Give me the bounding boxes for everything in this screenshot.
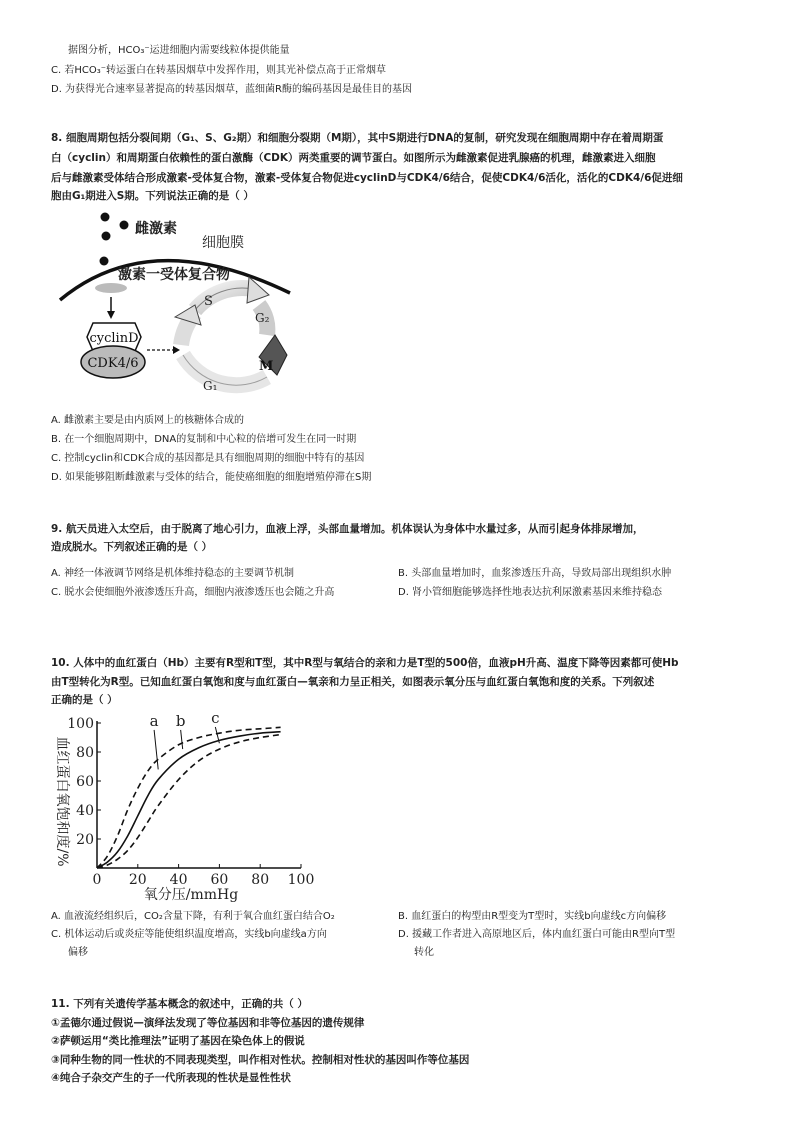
q10-option-d: D. 援藏工作者进入高原地区后，体内血红蛋白可能由R型向T型 — [398, 929, 676, 940]
q10-option-a: A. 血液流经组织后，CO₂含量下降，有利于氧合血红蛋白结合O₂ — [51, 911, 335, 922]
q10-option-d-cont: 转化 — [414, 947, 434, 958]
x-tick-label: 0 — [92, 872, 102, 888]
q11-item-2: ②萨顿运用“类比推理法”证明了基因在染色体上的假说 — [51, 1035, 305, 1047]
series-b-leader — [181, 730, 183, 749]
estrogen-dot — [120, 221, 129, 230]
q10-option-c: C. 机体运动后或炎症等能使组织温度增高，实线b向虚线a方向 — [51, 929, 327, 940]
series-b-label: b — [175, 711, 186, 730]
prev-option-b-tail: 据图分析，HCO₃⁻运进细胞内需要线粒体提供能量 — [68, 45, 290, 56]
q9-option-c: C. 脱水会使细胞外液渗透压升高，细胞内液渗透压也会随之升高 — [51, 587, 335, 598]
phase-g1-label: G₁ — [203, 379, 218, 393]
x-tick-label: 40 — [169, 872, 188, 888]
q9-stem-line1: 9. 航天员进入太空后，由于脱离了地心引力，血液上浮，头部血量增加。机体误认为身体中水量过多，从而引起身体排尿增加， — [51, 523, 644, 535]
x-axis-label: 氧分压/mmHg — [143, 887, 239, 903]
q9-option-a: A. 神经一体液调节网络是机体维持稳态的主要调节机制 — [51, 568, 295, 579]
prev-option-c: C. 若HCO₃⁻转运蛋白在转基因烟草中发挥作用，则其光补偿点高于正常烟草 — [51, 65, 386, 76]
q8-option-d: D. 如果能够阻断雌激素与受体的结合，能使癌细胞的细胞增殖停滞在S期 — [51, 472, 372, 483]
phase-s-label: S — [204, 294, 213, 309]
estrogen-dot — [100, 257, 109, 266]
membrane-label: 细胞膜 — [202, 235, 244, 251]
q10-stem-line3: 正确的是（ ） — [51, 694, 118, 706]
x-tick-label: 60 — [210, 872, 229, 888]
series-a-line — [97, 727, 281, 868]
q10-stem-line2: 由T型转化为R型。已知血红蛋白氧饱和度与血红蛋白—氧亲和力呈正相关，如图表示氧分压与血红蛋白氧饱和度的关系。下列叙述 — [51, 676, 655, 688]
y-tick-label: 80 — [76, 745, 94, 761]
series-c-line — [97, 735, 281, 868]
q8-stem-line1: 8. 细胞周期包括分裂间期（G₁、S、G₂期）和细胞分裂期（M期），其中S期进行DNA的复制，研究发现在细胞周期中存在着周期蛋 — [51, 132, 664, 144]
estrogen-dot — [101, 213, 110, 222]
y-tick-label: 40 — [76, 803, 94, 819]
complex-label: 激素一受体复合物 — [118, 267, 230, 283]
q9-option-d: D. 肾小管细胞能够选择性地表达抗利尿激素基因来维持稳态 — [398, 587, 663, 598]
series-a-label: a — [149, 711, 159, 730]
q11-item-4: ④纯合子杂交产生的子一代所表现的性状是显性性状 — [51, 1072, 291, 1084]
phase-m-label: M — [259, 359, 274, 374]
x-tick-label: 20 — [128, 872, 147, 888]
cell-cycle-diagram — [55, 205, 315, 405]
receptor-shape — [95, 283, 127, 293]
phase-g2-label: G₂ — [255, 311, 270, 325]
y-tick-label: 20 — [76, 832, 94, 848]
series-b-line — [97, 732, 281, 868]
y-tick-label: 60 — [76, 774, 94, 790]
x-tick-label: 100 — [287, 872, 315, 888]
q8-option-b: B. 在一个细胞周期中，DNA的复制和中心粒的倍增可发生在同一时期 — [51, 434, 357, 445]
q11-item-1: ①孟德尔通过假说—演绎法发现了等位基因和非等位基因的遗传规律 — [51, 1017, 365, 1029]
q8-stem-line4: 胞由G₁期进入S期。下列说法正确的是（ ） — [51, 190, 254, 202]
oxygen-saturation-chart — [50, 708, 315, 903]
q11-stem: 11. 下列有关遗传学基本概念的叙述中，正确的共（ ） — [51, 998, 308, 1010]
q8-stem-line3: 后与雌激素受体结合形成激素-受体复合物，激素-受体复合物促进cyclinD与CDK4/6结合，促使CDK4/6活化，活化的CDK4/6促进细 — [51, 172, 683, 184]
q10-option-b: B. 血红蛋白的构型由R型变为T型时，实线b向虚线c方向偏移 — [398, 911, 667, 922]
y-tick-label: 100 — [67, 716, 94, 732]
q10-option-c-cont: 偏移 — [68, 947, 88, 958]
prev-option-d: D. 为获得光合速率显著提高的转基因烟草，蓝细菌R酶的编码基因是最佳目的基因 — [51, 84, 413, 95]
series-c-label: c — [211, 709, 220, 727]
cyclin-d-label: cyclinD — [89, 331, 139, 346]
q8-option-a: A. 雌激素主要是由内质网上的核糖体合成的 — [51, 415, 245, 426]
q11-item-3: ③同种生物的同一性状的不同表现类型，叫作相对性状。控制相对性状的基因叫作等位基因 — [51, 1054, 470, 1066]
q9-option-b: B. 头部血量增加时，血浆渗透压升高，导致局部出现组织水肿 — [398, 568, 672, 579]
q9-stem-line2: 造成脱水。下列叙述正确的是（ ） — [51, 541, 213, 553]
q8-option-c: C. 控制cyclin和CDK合成的基因都是具有细胞周期的细胞中特有的基因 — [51, 453, 365, 464]
estrogen-label: 雌激素 — [135, 221, 177, 237]
estrogen-dot — [102, 232, 111, 241]
cdk46-label: CDK4/6 — [87, 356, 139, 371]
q8-stem-line2: 白（cyclin）和周期蛋白依赖性的蛋白激酶（CDK）两类重要的调节蛋白。如图所示为雌激素促进乳腺癌的机理，雌激素进入细胞 — [51, 152, 656, 164]
x-tick-label: 80 — [251, 872, 270, 888]
q10-stem-line1: 10. 人体中的血红蛋白（Hb）主要有R型和T型，其中R型与氧结合的亲和力是T型的500倍，血液pH升高、温度下降等因素都可使Hb — [51, 657, 679, 669]
y-axis-label: 血红蛋白氧饱和度/% — [54, 736, 70, 867]
